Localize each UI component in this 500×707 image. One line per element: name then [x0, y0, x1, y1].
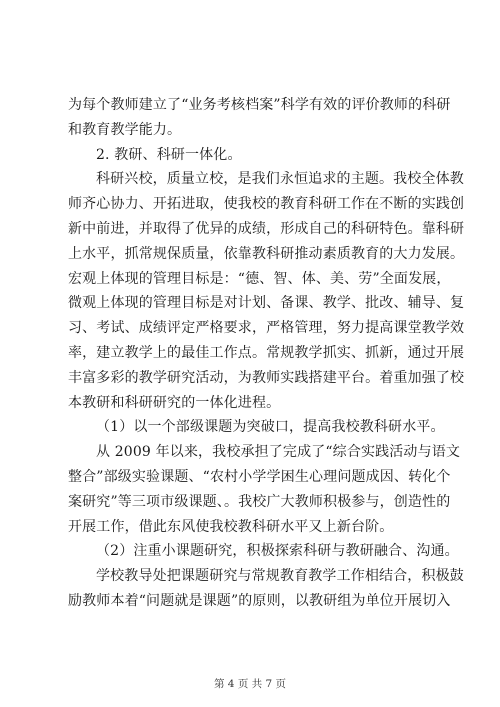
text-line: 和教育教学能力。 — [68, 121, 182, 138]
text-line: 学校教导处把课题研究与常规教育教学工作相结合，积极鼓 — [96, 568, 464, 585]
text-line: 师齐心协力、开拓进取，使我校的教育科研工作在不断的实践创 — [68, 196, 465, 213]
text-line: （1）以一个部级课题为突破口，提高我校教科研水平。 — [96, 419, 445, 436]
text-line: 习、考试、成绩评定严格要求，严格管理，努力提高课堂教学效 — [68, 320, 465, 337]
text-line: 新中前进，并取得了优异的成绩，形成自己的科研特色。靠科研 — [68, 220, 465, 237]
text-line: 宏观上体现的管理目标是：“德、智、体、美、劳”全面发展， — [68, 270, 451, 287]
text-line: 科研兴校，质量立校，是我们永恒追求的主题。我校全体教 — [96, 171, 464, 188]
text-line: 上水平，抓常规保质量，依靠教科研推动素质教育的大力发展。 — [68, 245, 465, 262]
text-line: 微观上体现的管理目标是对计划、备课、教学、批改、辅导、复 — [68, 295, 465, 312]
text-line: 2. 教研、科研一体化。 — [96, 146, 242, 163]
text-line: 率，建立教学上的最佳工作点。常规教学抓实、抓新，通过开展 — [68, 344, 465, 361]
text-line: 丰富多彩的教学研究活动，为教师实践搭建平台。着重加强了校 — [68, 369, 465, 386]
text-line: 案研究”等三项市级课题、。我校广大教师积极参与，创造性的 — [68, 493, 451, 510]
text-line: 励教师本着“问题就是课题”的原则，以教研组为单位开展切入 — [68, 592, 451, 609]
document-body — [68, 93, 465, 614]
text-line: 本教研和科研研究的一体化进程。 — [68, 394, 281, 411]
text-line: 为每个教师建立了“业务考核档案”科学有效的评价教师的科研 — [68, 97, 451, 113]
text-line: 开展工作，借此东风使我校教科研水平又上新台阶。 — [68, 518, 394, 535]
text-line: 整合”部级实验课题、“农村小学学困生心理问题成因、转化个 — [68, 468, 451, 485]
page-footer: 第 4 页 共 7 页 — [213, 678, 287, 690]
text-line: 从 2009 年以来，我校承担了完成了“综合实践活动与语文 — [96, 444, 461, 461]
text-line: （2）注重小课题研究，积极探索科研与教研融合、沟通。 — [96, 543, 459, 560]
